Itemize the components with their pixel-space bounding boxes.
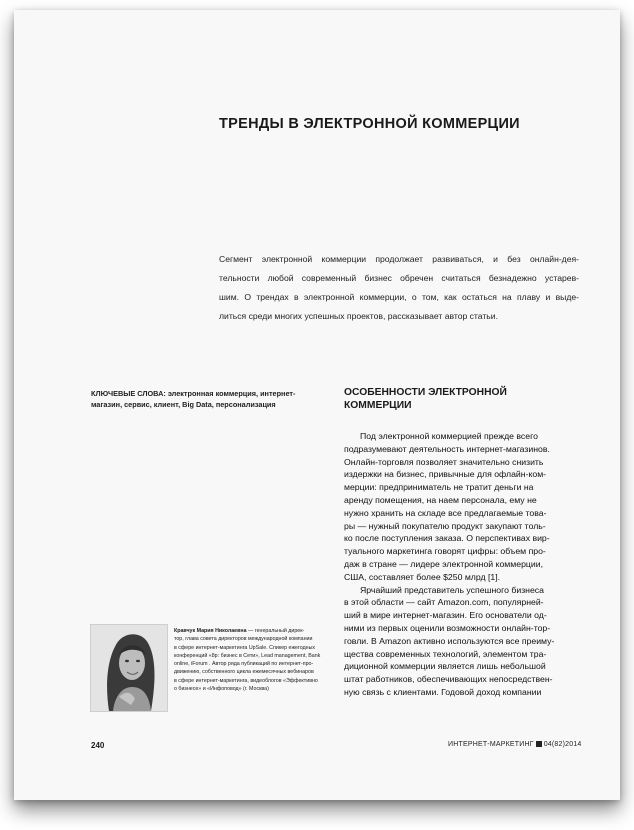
lead-line: литься среди многих успешных проектов, рассказывает автор статьи. [219, 311, 498, 321]
author-bio-line: тор, глава совета директоров международной компании [174, 636, 313, 643]
body-line: ко после поступления заказа. О перспективах вир- [344, 533, 550, 544]
body-line: Онлайн-торговля позволяет значительно снизить [344, 456, 544, 467]
author-photo [90, 624, 168, 712]
body-line: диционной коммерции является лишь небольшой [344, 661, 546, 672]
page-number: 240 [91, 741, 105, 750]
section-heading [344, 386, 584, 412]
body-line: ную связь с клиентами. Годовой доход компании [344, 686, 542, 697]
body-line: издержки на бизнес, привычные для офлайн-ком- [344, 469, 547, 480]
author-bio-line: — генеральный дирек- [246, 628, 305, 634]
journal-issue: 04(82)2014 [543, 741, 582, 748]
body-line: даж в стране — лидере электронной коммерции, [344, 558, 543, 569]
author-name: Кравчук Мария Николаевна [174, 628, 247, 634]
article-title: ТРЕНДЫ В ЭЛЕКТРОННОЙ КОММЕРЦИИ [219, 116, 520, 132]
article-body [344, 430, 587, 699]
body-line: ними из первых оценили возможности онлайн-тор- [344, 622, 551, 633]
body-line: мерции: предприниматель не тратит деньги на [344, 482, 534, 493]
author-bio-line: в сфере интернет-маркетинга, видеоблогов «Эффективно [174, 677, 318, 684]
journal-name: ИНТЕРНЕТ-МАРКЕТИНГ [448, 741, 534, 748]
body-line: нужно хранить на складе все предлагаемые това- [344, 507, 547, 518]
author-bio-line: online, iForum . Автор ряда публикаций по интернет-про- [174, 661, 314, 668]
keywords [91, 388, 321, 410]
body-line: говли. В Amazon активно используются все преиму- [344, 635, 555, 646]
body-line: в этой области — сайт Amazon.com, популярней- [344, 597, 544, 608]
body-line: аренду помещения, на наем персонала, ему не [344, 494, 537, 505]
body-line: штат работников, обеспечивающих непосредствен- [344, 674, 553, 685]
body-line: США, составляет более $250 млрд [1]. [344, 571, 501, 582]
body-line: ры — нужный покупателю продукт закупают толь- [344, 520, 546, 531]
author-portrait-icon [91, 625, 167, 711]
body-line: ший в мире интернет-магазин. Его основатели од- [344, 610, 547, 621]
magazine-page [14, 10, 620, 800]
author-bio-line: о бизнесе» и «Инфоповод» (г. Москва) [174, 686, 269, 693]
keywords-line: КЛЮЧЕВЫЕ СЛОВА: электронная коммерция, интернет- [91, 389, 296, 398]
section-heading-line: КОММЕРЦИИ [344, 400, 412, 411]
article-lead [219, 250, 579, 326]
author-bio [174, 627, 324, 693]
author-bio-line: конференций «8р: бизнес в Сети», Lead management, Bank [174, 652, 321, 659]
section-heading-line: ОСОБЕННОСТИ ЭЛЕКТРОННОЙ [344, 387, 507, 398]
lead-line: тельности любой современный бизнес обречен считаться безнадежно устарев- [219, 273, 579, 283]
author-bio-line: движению, собственного цикла ежемесячных вебинаров [174, 669, 314, 676]
body-line: туального маркетинга говорят цифры: объем про- [344, 546, 546, 557]
body-line: Ярчайший представитель успешного бизнеса [360, 584, 544, 595]
square-bullet-icon [536, 741, 542, 747]
body-line: подразумевают деятельность интернет-магазинов. [344, 443, 550, 454]
author-bio-line: в сфере интернет-маркетинга UpSale. Спикер ежегодных [174, 644, 316, 651]
journal-footer [448, 741, 582, 748]
lead-line: шим. О трендах в электронной коммерции, о том, как остаться на плаву и выде- [219, 292, 579, 302]
body-line: щества современных технологий, элементом тра- [344, 648, 547, 659]
keywords-line: магазин, сервис, клиент, Big Data, персонализация [91, 400, 276, 409]
lead-line: Сегмент электронной коммерции продолжает развиваться, и без онлайн-дея- [219, 254, 579, 264]
body-line: Под электронной коммерцией прежде всего [360, 431, 538, 441]
